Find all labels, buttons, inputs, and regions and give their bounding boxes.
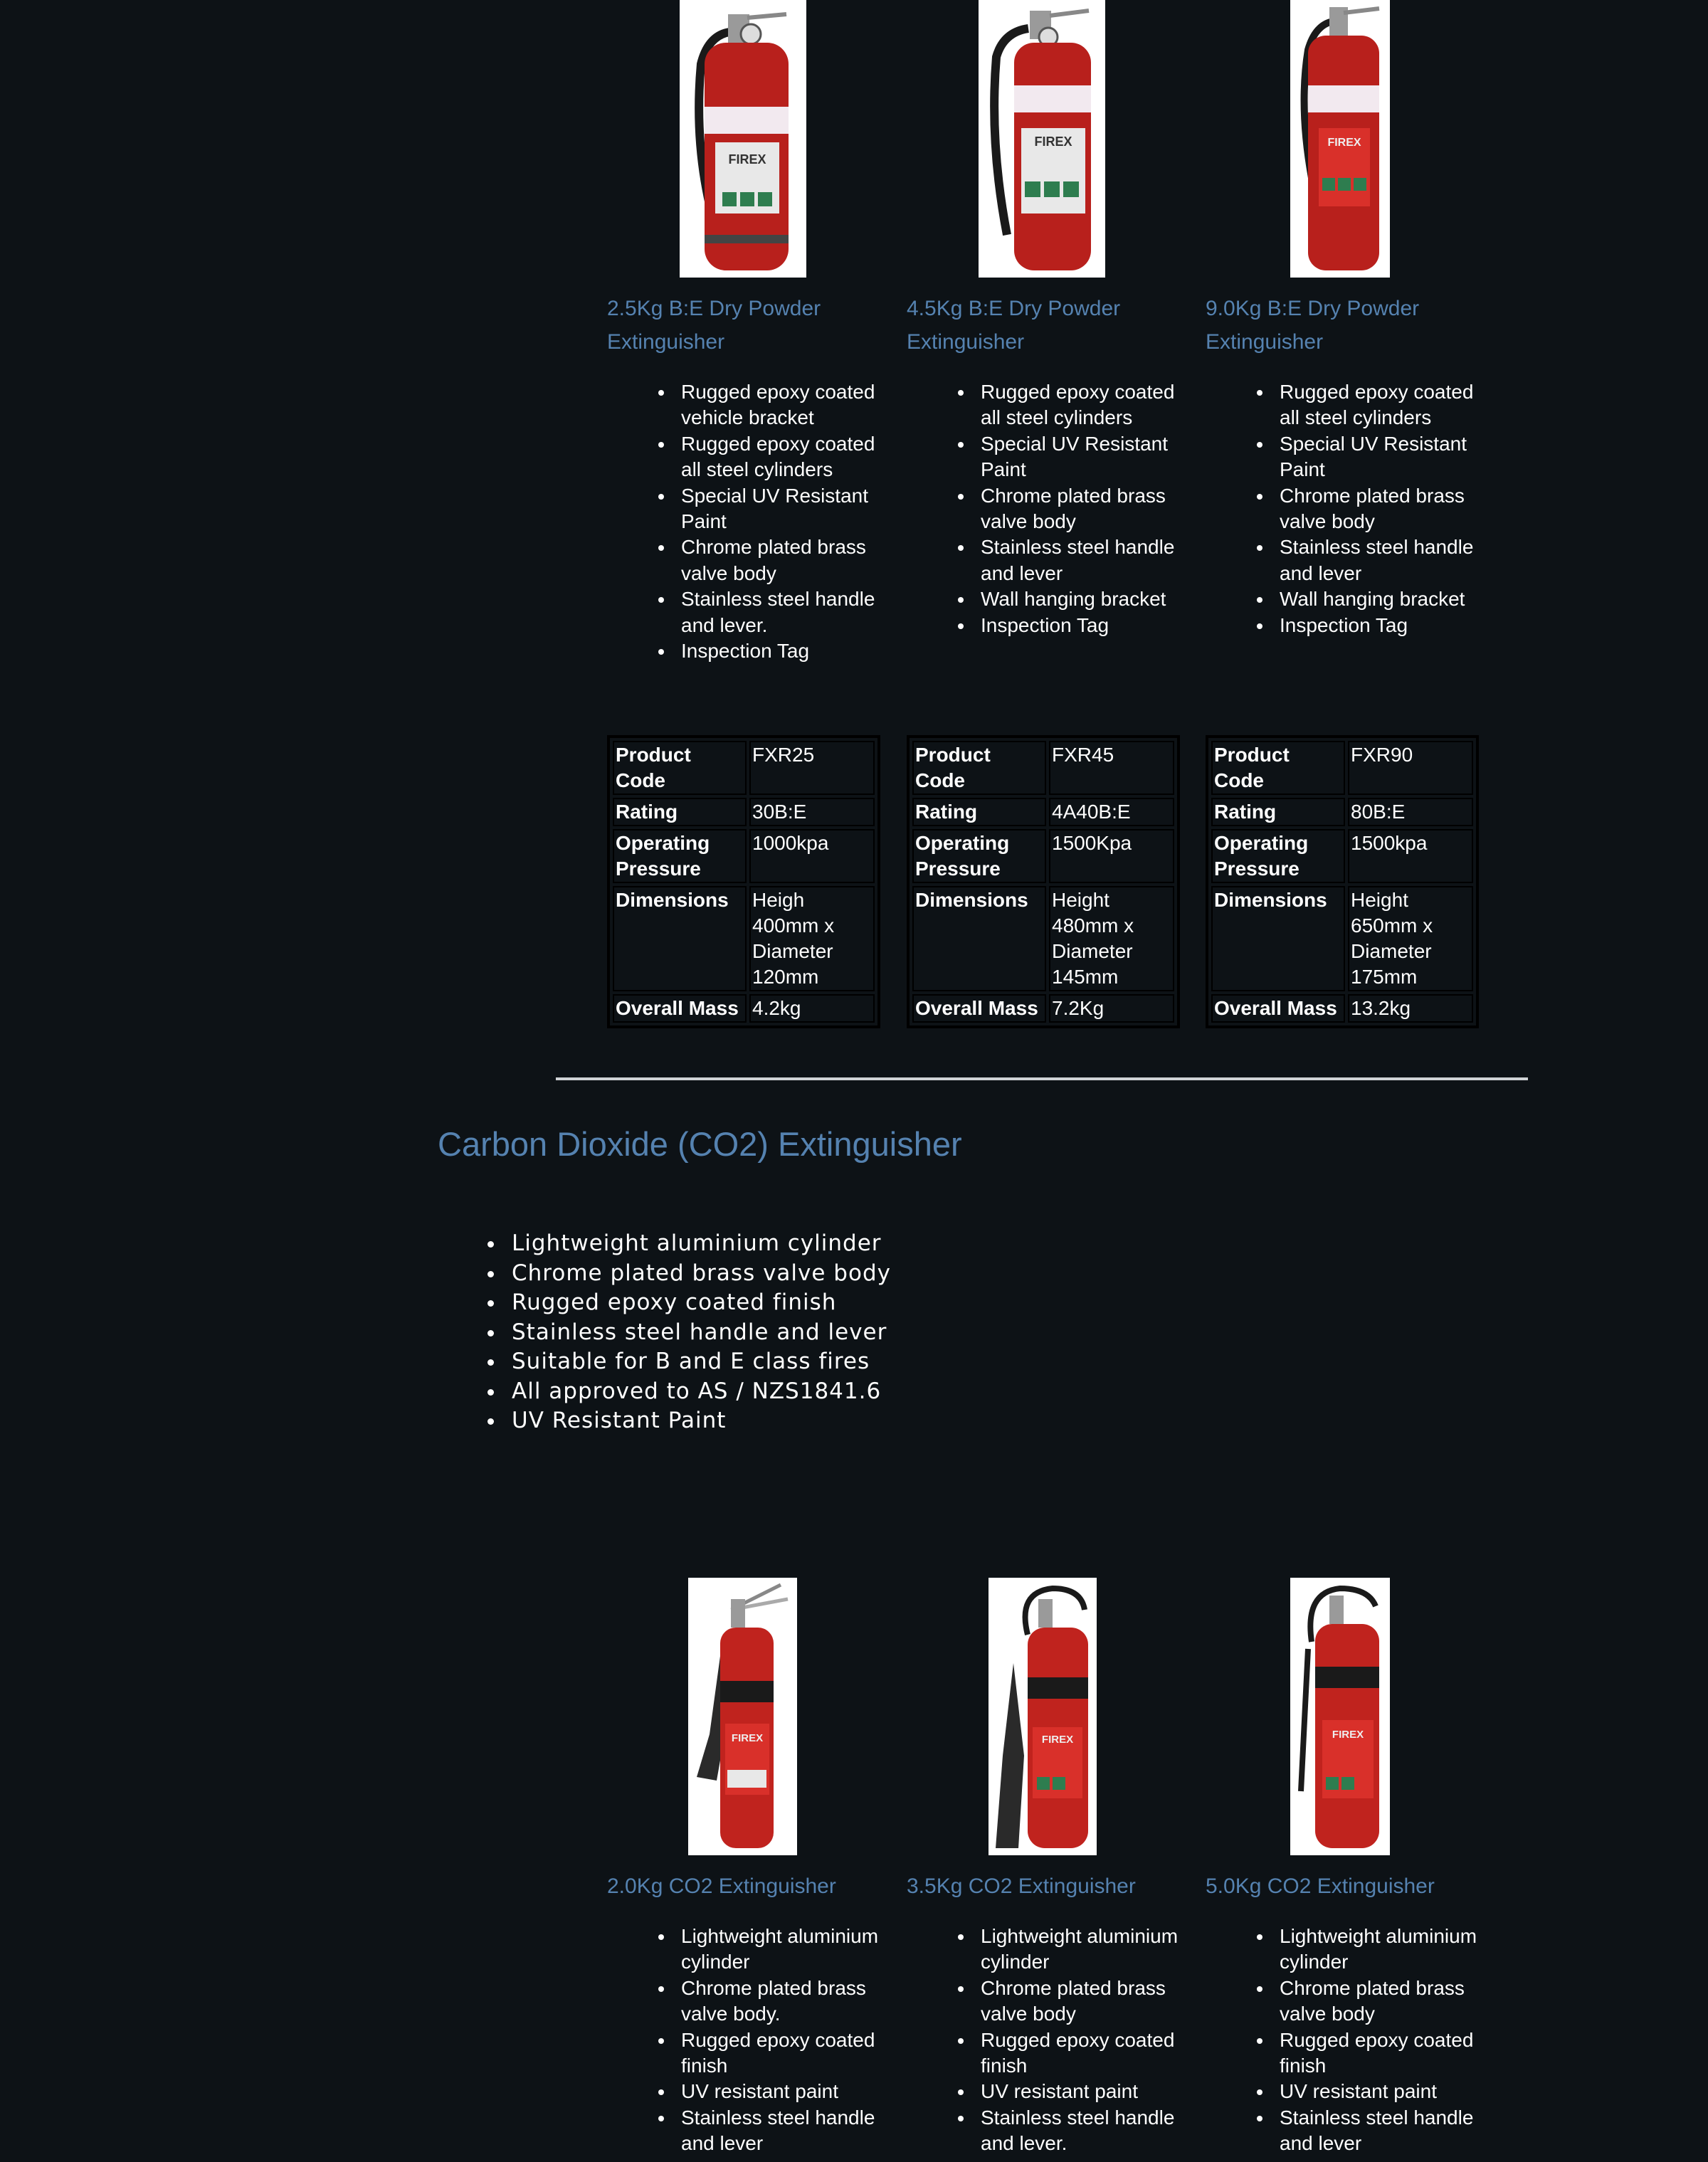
spec-value: 1500Kpa <box>1049 829 1174 883</box>
list-item: Stainless steel handle and lever. <box>907 2105 1187 2157</box>
spec-label: Product Code <box>1211 741 1345 795</box>
list-item: Rugged epoxy coated all steel cylinders <box>607 431 887 483</box>
product-title[interactable]: 2.0Kg CO2 Extinguisher <box>607 1874 836 1898</box>
spec-label: Dimensions <box>1211 886 1345 991</box>
table-row <box>1211 886 1473 991</box>
spec-value: FXR25 <box>749 741 875 795</box>
spec-value: FXR90 <box>1348 741 1473 795</box>
list-item: Rugged epoxy coated all steel cylinders <box>1206 379 1486 431</box>
product-title[interactable]: 9.0Kg B:E Dry Powder Extinguisher <box>1206 297 1420 354</box>
fire-extinguisher-icon <box>1290 0 1390 278</box>
list-item: Stainless steel handle and lever <box>438 1318 891 1348</box>
co2-feature-list <box>438 1229 891 1436</box>
fire-extinguisher-icon <box>979 0 1105 278</box>
svg-text:FIREX: FIREX <box>1332 1729 1364 1741</box>
spec-value: 30B:E <box>749 798 875 826</box>
spec-value: 80B:E <box>1348 798 1473 826</box>
list-item: Stainless steel handle and lever <box>607 2105 887 2157</box>
product-feature-list <box>907 379 1187 638</box>
list-item: Chrome plated brass valve body <box>438 1259 891 1289</box>
list-item: Rugged epoxy coated all steel cylinders <box>907 379 1187 431</box>
table-row <box>613 798 875 826</box>
list-item: Wall hanging bracket <box>907 586 1187 612</box>
spec-table <box>1206 735 1479 1028</box>
spec-label: Overall Mass <box>1211 994 1345 1023</box>
table-row <box>912 829 1174 883</box>
spec-value: Height 650mm x Diameter 175mm <box>1348 886 1473 991</box>
list-item: Rugged epoxy coated finish <box>438 1288 891 1318</box>
section-title: Carbon Dioxide (CO2) Extinguisher <box>438 1125 962 1163</box>
list-item: Inspection Tag <box>607 638 887 664</box>
spec-label: Rating <box>613 798 747 826</box>
spec-table <box>907 735 1180 1028</box>
spec-label: Dimensions <box>613 886 747 991</box>
table-row <box>912 741 1174 795</box>
svg-text:FIREX: FIREX <box>731 1732 764 1744</box>
table-row <box>912 798 1174 826</box>
spec-value: 1500kpa <box>1348 829 1473 883</box>
product-feature-list <box>1206 379 1486 638</box>
list-item: Stainless steel handle and lever <box>1206 2105 1486 2157</box>
spec-table <box>607 735 880 1028</box>
spec-label: Overall Mass <box>613 994 747 1023</box>
spec-label: Rating <box>912 798 1046 826</box>
list-item: Lightweight aluminium cylinder <box>907 1924 1187 1976</box>
list-item: Inspection Tag <box>1206 613 1486 638</box>
product-title[interactable]: 4.5Kg B:E Dry Powder Extinguisher <box>907 297 1121 354</box>
spec-label: Dimensions <box>912 886 1046 991</box>
spec-label: Product Code <box>912 741 1046 795</box>
svg-text:FIREX: FIREX <box>1034 135 1072 149</box>
co2-extinguisher-icon <box>688 1578 797 1855</box>
list-item: Special UV Resistant Paint <box>607 483 887 535</box>
list-item: UV resistant paint <box>907 2079 1187 2104</box>
table-row <box>1211 798 1473 826</box>
table-row <box>613 886 875 991</box>
list-item: Rugged epoxy coated finish <box>607 2027 887 2079</box>
product-title[interactable]: 2.5Kg B:E Dry Powder Extinguisher <box>607 297 821 354</box>
product-title[interactable]: 3.5Kg CO2 Extinguisher <box>907 1874 1136 1898</box>
product-feature-list <box>907 1924 1187 2157</box>
list-item: All approved to AS / NZS1841.6 <box>438 1377 891 1407</box>
table-row <box>1211 994 1473 1023</box>
spec-value: 4A40B:E <box>1049 798 1174 826</box>
spec-label: Operating Pressure <box>613 829 747 883</box>
table-row <box>613 994 875 1023</box>
spec-label: Rating <box>1211 798 1345 826</box>
spec-value: Heigh 400mm x Diameter 120mm <box>749 886 875 991</box>
fire-extinguisher-icon <box>680 0 806 278</box>
table-row <box>912 994 1174 1023</box>
list-item: Stainless steel handle and lever. <box>607 586 887 638</box>
spec-value: 1000kpa <box>749 829 875 883</box>
spec-value: 4.2kg <box>749 994 875 1023</box>
product-image-co2-3-5kg[interactable] <box>989 1578 1097 1855</box>
list-item: Rugged epoxy coated vehicle bracket <box>607 379 887 431</box>
list-item: UV resistant paint <box>607 2079 887 2104</box>
co2-extinguisher-icon <box>1290 1578 1390 1855</box>
list-item: UV Resistant Paint <box>438 1406 891 1436</box>
spec-label: Product Code <box>613 741 747 795</box>
list-item: Stainless steel handle and lever <box>1206 534 1486 586</box>
list-item: Stainless steel handle and lever <box>907 534 1187 586</box>
product-feature-list <box>607 1924 887 2157</box>
list-item: Rugged epoxy coated finish <box>1206 2027 1486 2079</box>
table-row <box>613 741 875 795</box>
product-image-fxr25[interactable] <box>680 0 806 278</box>
list-item: Special UV Resistant Paint <box>907 431 1187 483</box>
product-image-co2-2kg[interactable] <box>688 1578 797 1855</box>
product-feature-list <box>607 379 887 664</box>
list-item: Chrome plated brass valve body. <box>607 1976 887 2027</box>
list-item: Chrome plated brass valve body <box>907 483 1187 535</box>
list-item: UV resistant paint <box>1206 2079 1486 2104</box>
list-item: Chrome plated brass valve body <box>1206 483 1486 535</box>
svg-text:FIREX: FIREX <box>728 152 766 167</box>
list-item: Chrome plated brass valve body <box>907 1976 1187 2027</box>
spec-value: FXR45 <box>1049 741 1174 795</box>
table-row <box>1211 741 1473 795</box>
list-item: Lightweight aluminium cylinder <box>1206 1924 1486 1976</box>
list-item: Lightweight aluminium cylinder <box>607 1924 887 1976</box>
list-item: Rugged epoxy coated finish <box>907 2027 1187 2079</box>
list-item: Special UV Resistant Paint <box>1206 431 1486 483</box>
list-item: Suitable for B and E class fires <box>438 1347 891 1377</box>
list-item: Lightweight aluminium cylinder <box>438 1229 891 1259</box>
svg-text:FIREX: FIREX <box>1041 1734 1074 1746</box>
list-item: Chrome plated brass valve body <box>1206 1976 1486 2027</box>
product-feature-list <box>1206 1924 1486 2157</box>
list-item: Inspection Tag <box>907 613 1187 638</box>
table-row <box>912 886 1174 991</box>
spec-value: 13.2kg <box>1348 994 1473 1023</box>
spec-value: Height 480mm x Diameter 145mm <box>1049 886 1174 991</box>
co2-extinguisher-icon <box>989 1578 1097 1855</box>
svg-text:FIREX: FIREX <box>1327 137 1361 149</box>
table-row <box>1211 829 1473 883</box>
table-row <box>613 829 875 883</box>
spec-label: Operating Pressure <box>912 829 1046 883</box>
spec-value: 7.2Kg <box>1049 994 1174 1023</box>
list-item: Wall hanging bracket <box>1206 586 1486 612</box>
list-item: Chrome plated brass valve body <box>607 534 887 586</box>
spec-label: Operating Pressure <box>1211 829 1345 883</box>
product-image-fxr45[interactable] <box>979 0 1105 278</box>
spec-label: Overall Mass <box>912 994 1046 1023</box>
product-image-co2-5kg[interactable] <box>1290 1578 1390 1855</box>
product-title[interactable]: 5.0Kg CO2 Extinguisher <box>1206 1874 1435 1898</box>
product-image-fxr90[interactable] <box>1290 0 1390 278</box>
section-divider <box>556 1077 1528 1080</box>
